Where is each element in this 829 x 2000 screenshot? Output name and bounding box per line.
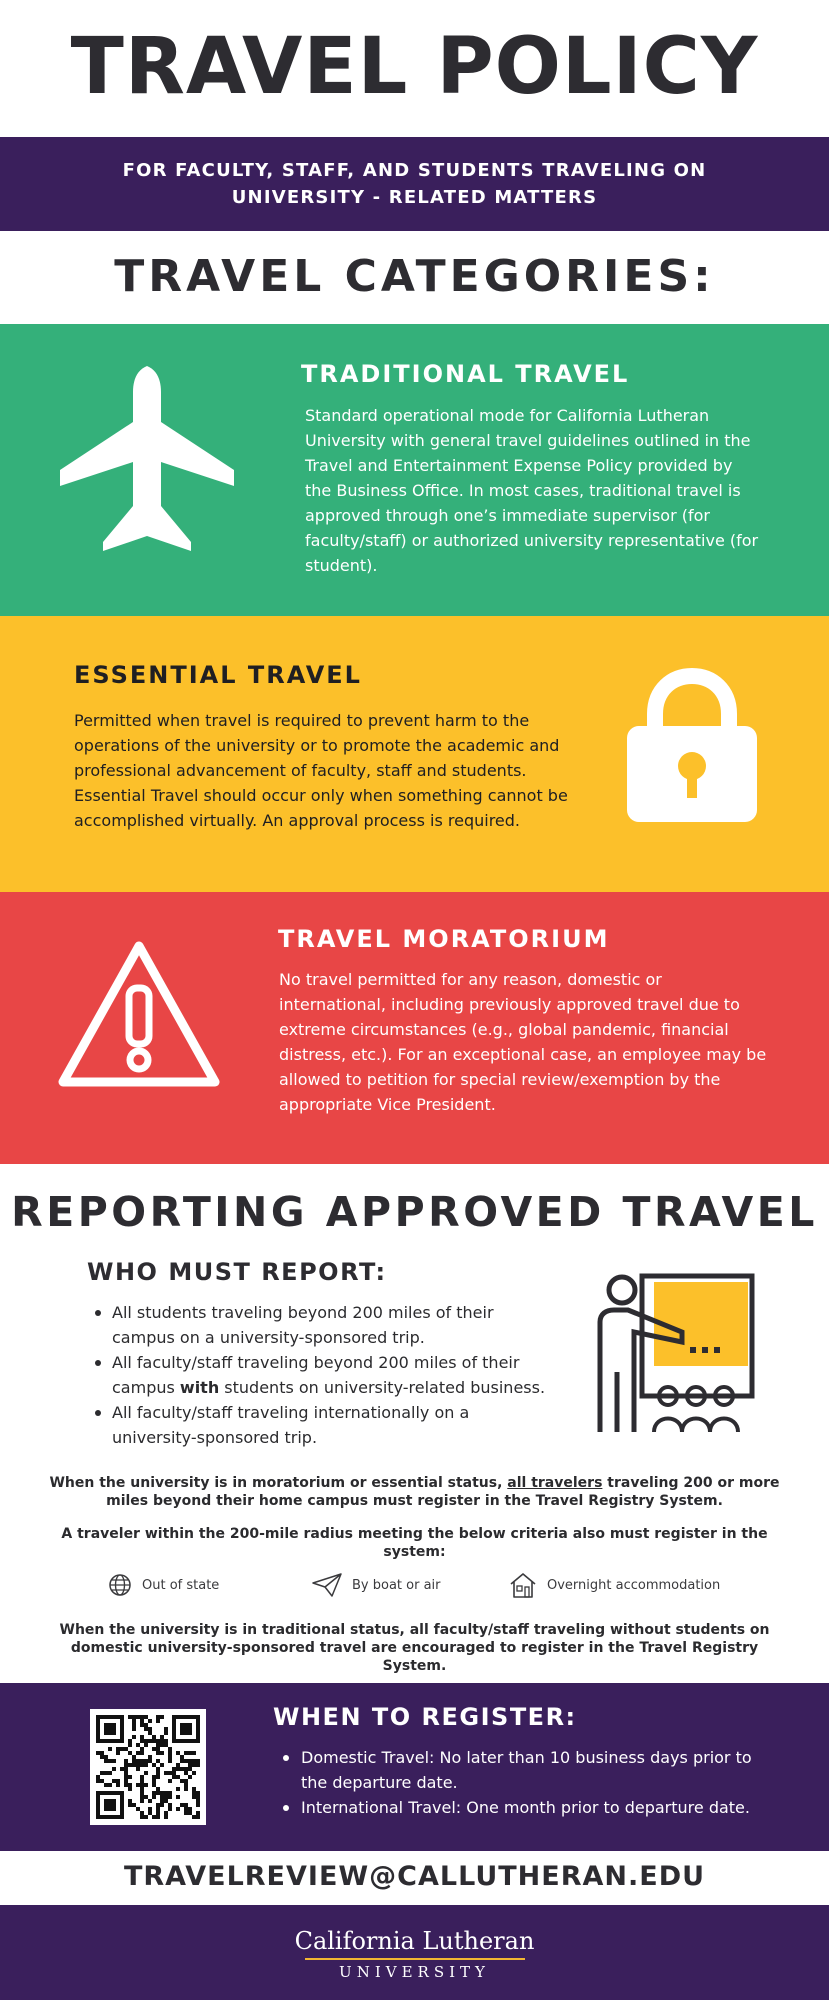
page-title: TRAVEL POLICY	[70, 22, 759, 112]
essential-heading: ESSENTIAL TRAVEL	[74, 661, 362, 689]
moratorium-heading: TRAVEL MORATORIUM	[278, 925, 610, 953]
traditional-registration-note: When the university is in traditional status, all faculty/staff traveling without students on domestic university-sponsored travel are encouraged to register in the Travel Registry System.	[59, 1622, 770, 1674]
categories-title: TRAVEL CATEGORIES:	[114, 251, 715, 302]
traditional-travel-section	[0, 324, 829, 616]
list-item: All students traveling beyond 200 miles of their campus on a university-sponsored trip.	[92, 1300, 552, 1350]
house-icon	[509, 1571, 537, 1599]
university-logo	[0, 1927, 829, 1981]
globe-icon	[108, 1573, 132, 1597]
radius-criteria-note: A traveler within the 200-mile radius meeting the below criteria also must register in the system:	[61, 1526, 768, 1560]
when-to-register-title: WHEN TO REGISTER:	[273, 1703, 577, 1731]
footer	[0, 1905, 829, 2000]
essential-body: Permitted when travel is required to prevent harm to the operations of the university or to promote the academic and professional advancement of faculty, staff and students. Essential Travel should occur only when something cannot be accomplished virtually. An approval process is required.	[74, 711, 568, 830]
contact-email[interactable]: TRAVELREVIEW@CALLUTHERAN.EDU	[123, 1861, 706, 1892]
criteria-overnight: Overnight accommodation	[509, 1570, 720, 1600]
qr-code-icon[interactable]	[90, 1709, 206, 1825]
when-to-register-band	[0, 1683, 829, 1851]
list-item: International Travel: One month prior to departure date.	[278, 1795, 778, 1820]
logo-rule	[305, 1958, 525, 1960]
moratorium-section	[0, 892, 829, 1164]
list-item: All faculty/staff traveling internationally on a university-sponsored trip.	[92, 1400, 552, 1450]
subtitle-band	[0, 137, 829, 231]
paper-plane-icon	[312, 1573, 342, 1597]
moratorium-registration-note: When the university is in moratorium or essential status, all travelers traveling 200 or more miles beyond their home campus must register in the Travel Registry System.	[49, 1475, 780, 1509]
moratorium-body: No travel permitted for any reason, domestic or international, including previously approved travel due to extreme circumstances (e.g., global pandemic, financial distress, etc.). For an exceptional case, an employee may be allowed to petition for special review/exemption by the appropriate Vice President.	[279, 970, 767, 1114]
airplane-icon	[60, 366, 235, 558]
list-item: Domestic Travel: No later than 10 business days prior to the departure date.	[278, 1745, 778, 1795]
criteria-boat-or-air: By boat or air	[312, 1570, 441, 1600]
list-item: All faculty/staff traveling beyond 200 miles of their campus with students on university-related business.	[92, 1350, 552, 1400]
logo-line-1: California Lutheran	[294, 1927, 535, 1955]
essential-travel-section	[0, 616, 829, 892]
traditional-body: Standard operational mode for California Lutheran University with general travel guidelines outlined in the Travel and Entertainment Expense Policy provided by the Business Office. In most cases, traditional travel is approved through one’s immediate supervisor (for faculty/staff) or authorized university representative (for student).	[305, 406, 759, 575]
traditional-heading: TRADITIONAL TRAVEL	[301, 360, 630, 388]
logo-line-2: UNIVERSITY	[339, 1963, 490, 1981]
who-must-report-list	[92, 1300, 552, 1450]
presenter-board-icon	[592, 1272, 756, 1436]
who-must-report-title: WHO MUST REPORT:	[87, 1258, 387, 1286]
subtitle: FOR FACULTY, STAFF, AND STUDENTS TRAVELING ON UNIVERSITY - RELATED MATTERS	[122, 160, 707, 208]
criteria-out-of-state: Out of state	[108, 1570, 219, 1600]
reporting-title: REPORTING APPROVED TRAVEL	[11, 1188, 818, 1236]
warning-triangle-icon	[55, 938, 223, 1090]
when-to-register-list	[278, 1745, 778, 1820]
padlock-icon	[627, 666, 757, 822]
